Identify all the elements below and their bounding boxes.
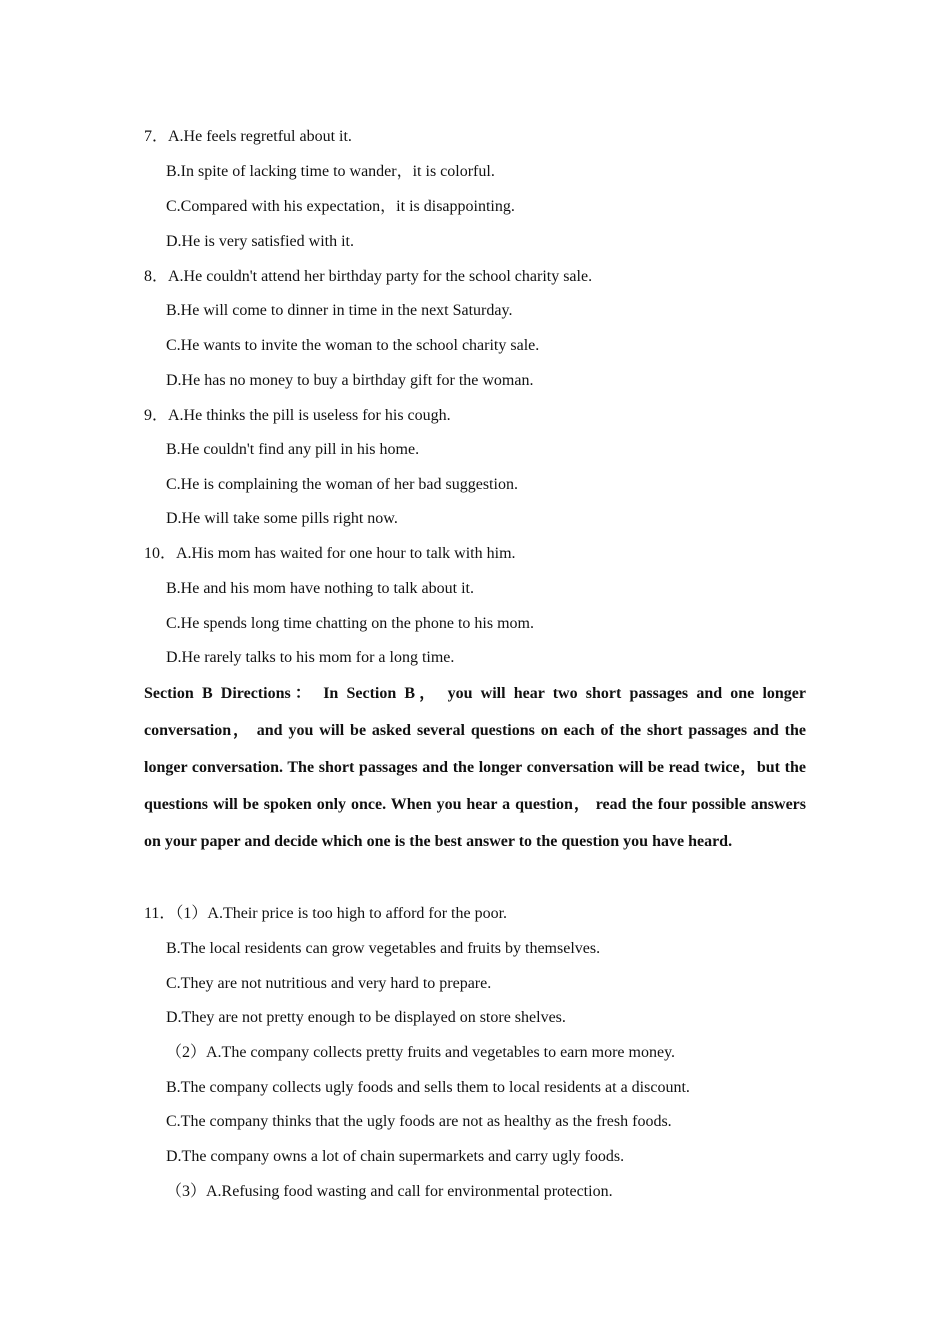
- question-7-option-a: 7．A.He feels regretful about it.: [144, 128, 352, 145]
- question-11-part-1-option-a: 11．（1）A.Their price is too high to afford for the poor.: [144, 905, 508, 922]
- question-11-part-3-option-a: （3）A.Refusing food wasting and call for environmental protection.: [166, 1183, 613, 1200]
- question-11-part-2-option-a: （2）A.The company collects pretty fruits and vegetables to earn more money.: [166, 1044, 676, 1061]
- question-10-option-c: C.He spends long time chatting on the phone to his mom.: [166, 615, 534, 632]
- question-9-option-d: D.He will take some pills right now.: [166, 510, 398, 527]
- question-9-option-b: B.He couldn't find any pill in his home.: [166, 441, 420, 458]
- question-11-part-1-option-d: D.They are not pretty enough to be displayed on store shelves.: [166, 1009, 566, 1026]
- question-7-option-c: C.Compared with his expectation，it is disappointing.: [166, 198, 515, 215]
- question-8-option-c: C.He wants to invite the woman to the school charity sale.: [166, 337, 540, 354]
- question-11-part-2-option-d: D.The company owns a lot of chain supermarkets and carry ugly foods.: [166, 1148, 625, 1165]
- question-10-option-a: 10．A.His mom has waited for one hour to talk with him.: [144, 545, 516, 562]
- question-11-part-2-option-c: C.The company thinks that the ugly foods are not as healthy as the fresh foods.: [166, 1113, 672, 1130]
- question-11-part-2-option-b: B.The company collects ugly foods and sells them to local residents at a discount.: [166, 1079, 690, 1096]
- question-9-option-a: 9．A.He thinks the pill is useless for his cough.: [144, 407, 451, 424]
- question-10-option-b: B.He and his mom have nothing to talk about it.: [166, 580, 474, 597]
- question-7-option-b: B.In spite of lacking time to wander，it is colorful.: [166, 163, 495, 180]
- question-10-option-d: D.He rarely talks to his mom for a long time.: [166, 649, 455, 666]
- question-9-option-c: C.He is complaining the woman of her bad suggestion.: [166, 476, 518, 493]
- question-7-option-d: D.He is very satisfied with it.: [166, 233, 354, 250]
- question-11-part-1-option-b: B.The local residents can grow vegetables and fruits by themselves.: [166, 940, 601, 957]
- question-8-option-a: 8．A.He couldn't attend her birthday party for the school charity sale.: [144, 268, 593, 285]
- question-11-part-1-option-c: C.They are not nutritious and very hard to prepare.: [166, 975, 492, 992]
- question-8-option-b: B.He will come to dinner in time in the next Saturday.: [166, 302, 513, 319]
- question-8-option-d: D.He has no money to buy a birthday gift for the woman.: [166, 372, 534, 389]
- section-b-directions: Section B Directions： In Section B， you will hear two short passages and one longer conversation， and you will be asked several questions on each of the short passages and the longer conversation. The short passages and the longer conversation will be read twice，but the questions will be spoken only once. When you hear a question， read the four possible answers on your paper and decide which one is the best answer to the question you have heard.: [144, 685, 806, 850]
